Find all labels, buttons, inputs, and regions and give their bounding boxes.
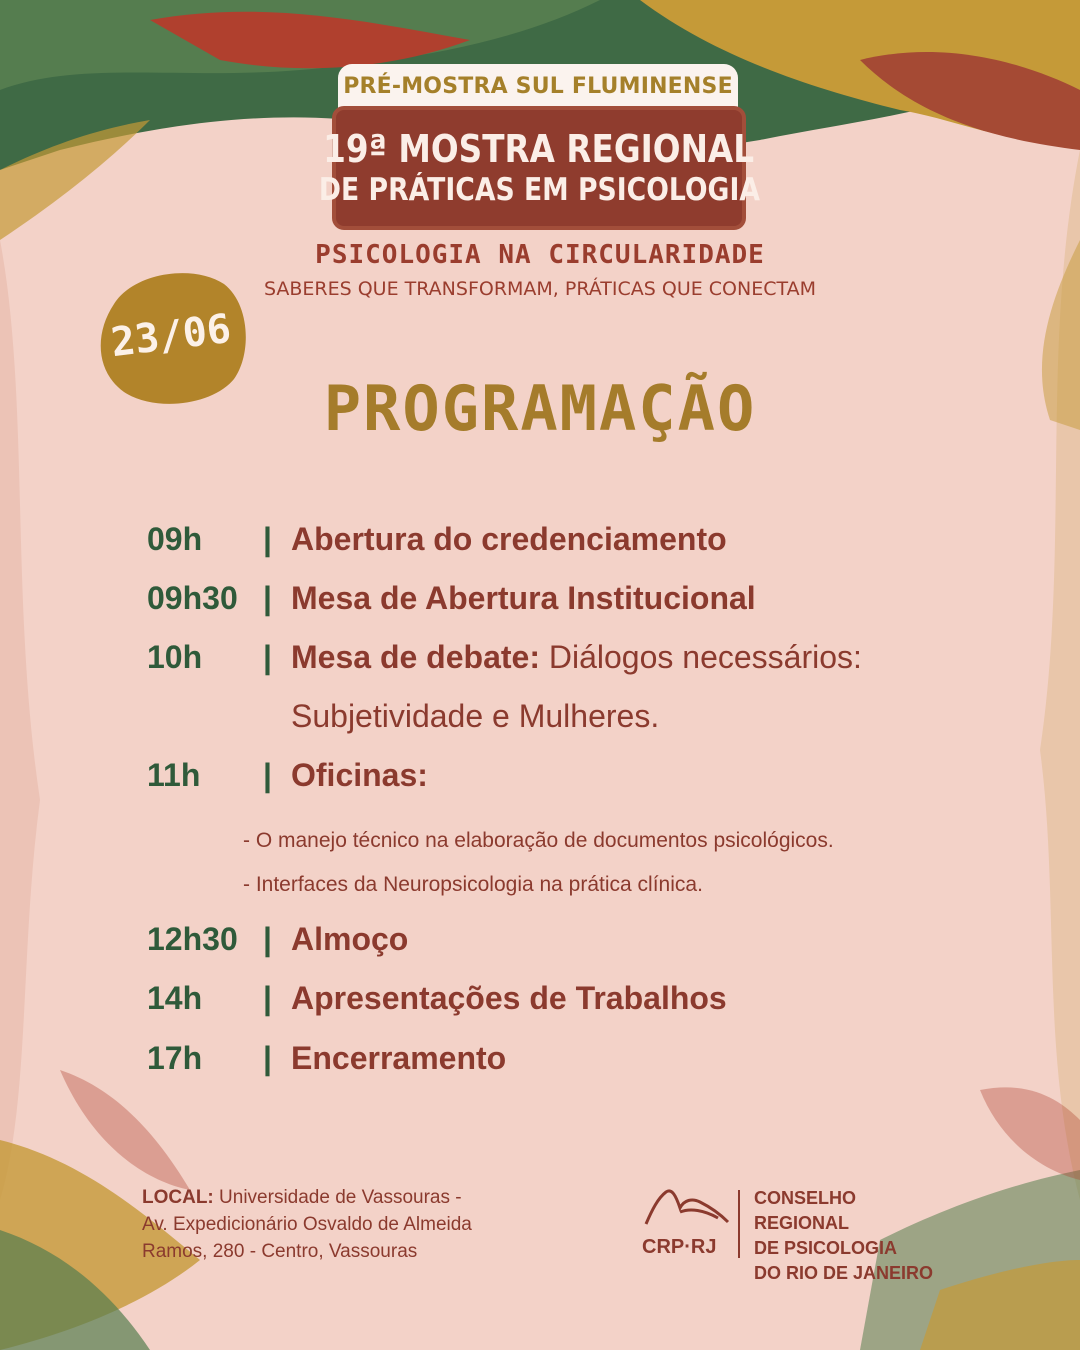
schedule-event: Mesa de Abertura Institucional	[291, 580, 756, 616]
schedule-row	[147, 757, 1047, 807]
location-line3: Ramos, 280 - Centro, Vassouras	[142, 1241, 418, 1262]
workshop-item: - O manejo técnico na elaboração de documentos psicológicos.	[243, 829, 834, 852]
logo-divider	[738, 1190, 740, 1258]
logo-name-line2: DE PSICOLOGIA	[754, 1238, 898, 1258]
schedule-row	[147, 580, 1047, 630]
workshop-item: - Interfaces da Neuropsicologia na prática clínica.	[243, 873, 703, 896]
logo-name-line3: DO RIO DE JANEIRO	[754, 1263, 934, 1283]
schedule-time: 14h	[147, 980, 203, 1016]
logo-name	[754, 1186, 954, 1286]
schedule-row	[147, 1040, 1047, 1090]
schedule-separator: |	[263, 521, 272, 557]
schedule-event-extra: Diálogos necessários:	[548, 639, 862, 675]
schedule-row	[147, 639, 1047, 689]
schedule-time: 09h	[147, 521, 203, 557]
schedule-event: Encerramento	[291, 1040, 507, 1076]
event-subtheme: SABERES QUE TRANSFORMAM, PRÁTICAS QUE CONECTAM	[263, 278, 817, 300]
schedule-event: Apresentações de Trabalhos	[291, 980, 727, 1016]
schedule-time: 11h	[147, 757, 201, 793]
schedule-separator: |	[263, 980, 272, 1016]
event-theme: PSICOLOGIA NA CIRCULARIDADE	[315, 240, 765, 270]
schedule-time: 09h30	[147, 580, 238, 616]
location-venue: Universidade de Vassouras -	[219, 1187, 462, 1208]
location-label: LOCAL:	[142, 1187, 214, 1208]
program-title: PROGRAMAÇÃO	[323, 372, 757, 445]
location-line1	[142, 1184, 562, 1211]
schedule-separator: |	[263, 580, 272, 616]
schedule-time: 12h30	[147, 921, 238, 957]
schedule-time: 17h	[147, 1040, 203, 1076]
schedule-event	[291, 639, 862, 676]
logo-name-line1: CONSELHO REGIONAL	[754, 1188, 857, 1233]
schedule-row	[147, 980, 1047, 1030]
schedule-separator: |	[263, 639, 272, 675]
event-location	[142, 1184, 562, 1265]
logo-acronym: CRP·RJ	[642, 1236, 717, 1258]
schedule-separator: |	[263, 757, 272, 793]
schedule-row	[147, 921, 1047, 971]
schedule-event: Abertura do credenciamento	[291, 521, 727, 557]
schedule-row	[147, 521, 1047, 571]
pre-mostra-text: PRÉ-MOSTRA SUL FLUMINENSE	[343, 74, 733, 99]
schedule-event-main: Mesa de debate:	[291, 639, 540, 675]
date-text: 23/06	[108, 305, 234, 367]
schedule-event: Almoço	[291, 921, 409, 957]
event-title-box	[318, 106, 760, 230]
schedule-separator: |	[263, 921, 272, 957]
schedule-event-continuation: Subjetividade e Mulheres.	[291, 698, 660, 734]
schedule-event: Oficinas:	[291, 757, 428, 793]
location-line2: Av. Expedicionário Osvaldo de Almeida	[142, 1214, 472, 1235]
event-title-line2: DE PRÁTICAS EM PSICOLOGIA	[318, 172, 760, 208]
crp-rj-logo	[640, 1186, 950, 1283]
schedule-time: 10h	[147, 639, 203, 675]
schedule-separator: |	[263, 1040, 272, 1076]
event-title-line1: 19ª MOSTRA REGIONAL	[323, 127, 755, 171]
crp-logo-mark-icon	[642, 1186, 732, 1230]
